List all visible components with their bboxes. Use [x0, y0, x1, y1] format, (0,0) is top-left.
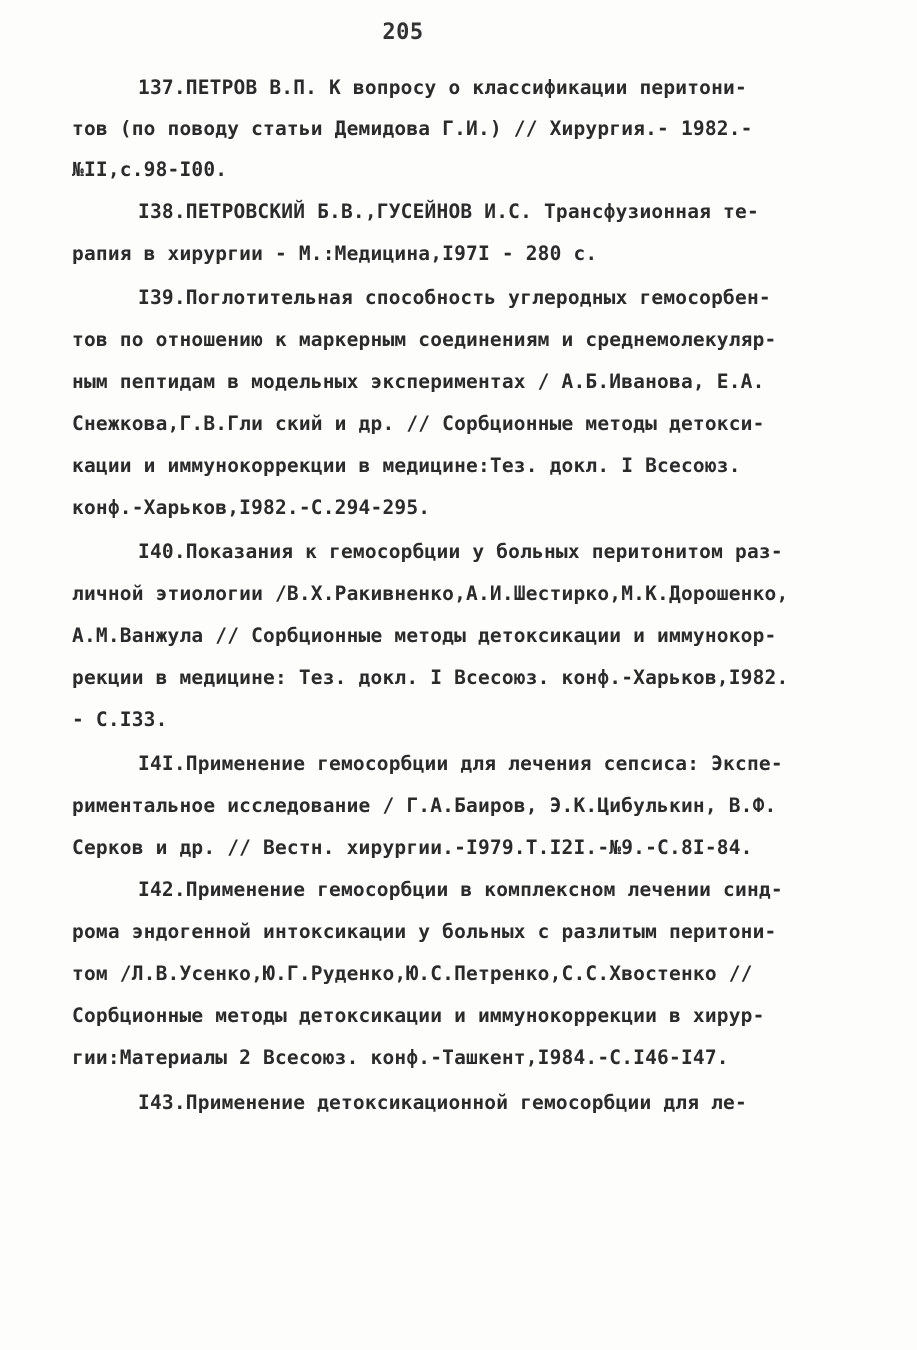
entry-line: Серков и др. // Вестн. хирургии.-I979.Т.I2I.-№9.-С.8I-84. — [72, 836, 753, 859]
entry-line: ным пептидам в модельных экспериментах / А.Б.Иванова, Е.А. — [72, 370, 765, 393]
entry-line: тов (по поводу статьи Демидова Г.И.) // Хирургия.- 1982.- — [72, 117, 753, 140]
entry-line: гии:Материалы 2 Всесоюз. конф.-Ташкент,I984.-С.I46-I47. — [72, 1046, 729, 1069]
entry-line: I40.Показания к гемосорбции у больных перитонитом раз- — [138, 540, 783, 563]
entry-line: - С.I33. — [72, 708, 168, 731]
entry-line: рапия в хирургии - М.:Медицина,I97I - 280 с. — [72, 242, 598, 265]
entry-line: риментальное исследование / Г.А.Баиров, Э.К.Цибулькин, В.Ф. — [72, 794, 777, 817]
entry-line: рома эндогенной интоксикации у больных с разлитым перитони- — [72, 920, 777, 943]
entry-line: I38.ПЕТРОВСКИЙ Б.В.,ГУСЕЙНОВ И.С. Трансфузионная те- — [138, 200, 759, 223]
entry-line: том /Л.В.Усенко,Ю.Г.Руденко,Ю.С.Петренко,С.С.Хвостенко // — [72, 962, 753, 985]
entry-line: рекции в медицине: Тез. докл. I Всесоюз. конф.-Харьков,I982. — [72, 666, 789, 689]
entry-line: I43.Применение детоксикационной гемосорбции для ле- — [138, 1091, 747, 1114]
entry-line: тов по отношению к маркерным соединениям и среднемолекуляр- — [72, 328, 777, 351]
entry-line: I39.Поглотительная способность углеродных гемосорбен- — [138, 286, 771, 309]
entry-line: 137.ПЕТРОВ В.П. К вопросу о классификации перитони- — [138, 76, 747, 99]
entry-line: конф.-Харьков,I982.-С.294-295. — [72, 496, 431, 519]
entry-line: I42.Применение гемосорбции в комплексном лечении синд- — [138, 878, 783, 901]
entry-line: Снежкова,Г.В.Гли ский и др. // Сорбционные методы детокси- — [72, 412, 765, 435]
entry-line: I4I.Применение гемосорбции для лечения сепсиса: Экспе- — [138, 752, 783, 775]
page-number: 205 — [382, 20, 424, 45]
entry-line: кации и иммунокоррекции в медицине:Тез. докл. I Всесоюз. — [72, 454, 741, 477]
entry-line: №II,с.98-I00. — [72, 158, 228, 181]
entry-line: Сорбционные методы детоксикации и иммунокоррекции в хирур- — [72, 1004, 765, 1027]
entry-line: личной этиологии /В.Х.Ракивненко,А.И.Шестирко,М.К.Дорошенко, — [72, 582, 789, 605]
entry-line: А.М.Ванжула // Сорбционные методы детоксикации и иммунокор- — [72, 624, 777, 647]
